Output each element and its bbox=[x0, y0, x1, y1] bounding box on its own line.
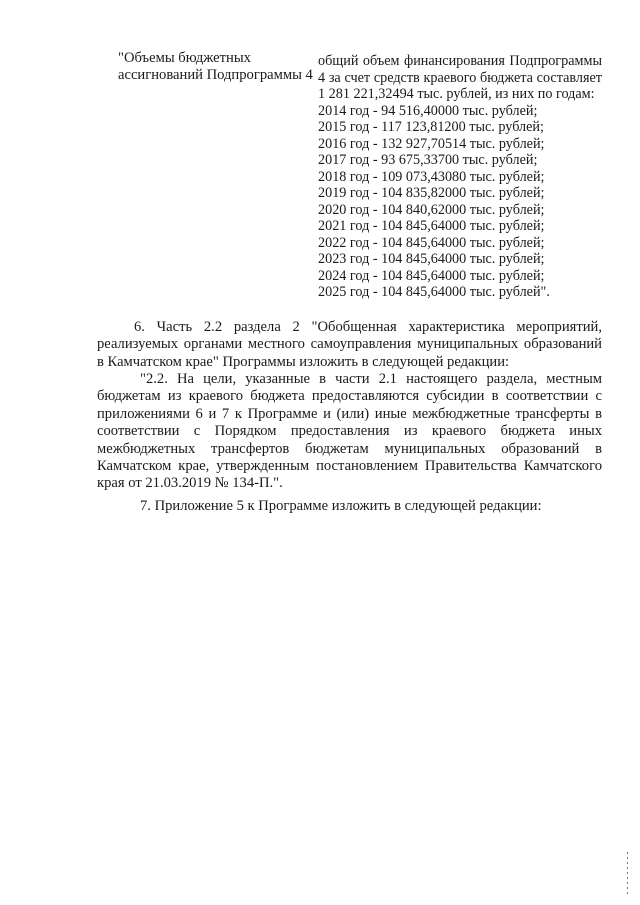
financing-intro: общий объем финансирования Подпрограммы 4 за счет средств краевого бюджета составляет 1 281 221,32494 тыс. рублей, из них по годам: bbox=[318, 53, 602, 102]
year-line-2017: 2017 год - 93 675,33700 тыс. рублей; bbox=[318, 152, 538, 168]
year-line-2024: 2024 год - 104 845,64000 тыс. рублей; bbox=[318, 267, 545, 284]
year-line-2021: 2021 год - 104 845,64000 тыс. рублей; bbox=[318, 218, 545, 234]
year-line-2022: 2022 год - 104 845,64000 тыс. рублей; bbox=[318, 234, 545, 251]
year-line-2023: 2023 год - 104 845,64000 тыс. рублей; bbox=[318, 251, 545, 267]
year-line-2020: 2020 год - 104 840,62000 тыс. рублей; bbox=[318, 201, 545, 218]
paragraph-2-2: "2.2. На цели, указанные в части 2.1 настоящего раздела, местным бюджетам из краевого бюджета предоставляются субсидии в соответствии с приложениями 6 и 7 к Программе и (или) иные межбюджетные трансферты в соответствии с Порядком предоставления из краевого бюджета иных межбюджетных трансфертов бюджетам муниципальных образований в Камчатском крае, утвержденным постановлением Правительства Камчатского края от 21.03.2019 № 134-П.". bbox=[97, 371, 602, 492]
financing-block bbox=[318, 53, 602, 301]
year-line-2018: 2018 год - 109 073,43080 тыс. рублей; bbox=[318, 168, 545, 185]
year-line-2015: 2015 год - 117 123,81200 тыс. рублей; bbox=[318, 119, 544, 135]
year-line-2019: 2019 год - 104 835,82000 тыс. рублей; bbox=[318, 185, 545, 201]
subprogram-label: "Объемы бюджетных ассигнований Подпрограммы 4 bbox=[118, 50, 313, 83]
year-line-2014: 2014 год - 94 516,40000 тыс. рублей; bbox=[318, 102, 538, 119]
year-line-2025: 2025 год - 104 845,64000 тыс. рублей". bbox=[318, 284, 550, 300]
scan-edge-mark bbox=[627, 852, 628, 896]
paragraph-6: 6. Часть 2.2 раздела 2 "Обобщенная характеристика мероприятий, реализуемых органами местного самоуправления муниципальных образований в Камчатском крае" Программы изложить в следующей редакции: bbox=[97, 319, 602, 370]
year-line-2016: 2016 год - 132 927,70514 тыс. рублей; bbox=[318, 135, 545, 152]
paragraph-7: 7. Приложение 5 к Программе изложить в следующей редакции: bbox=[140, 498, 542, 514]
